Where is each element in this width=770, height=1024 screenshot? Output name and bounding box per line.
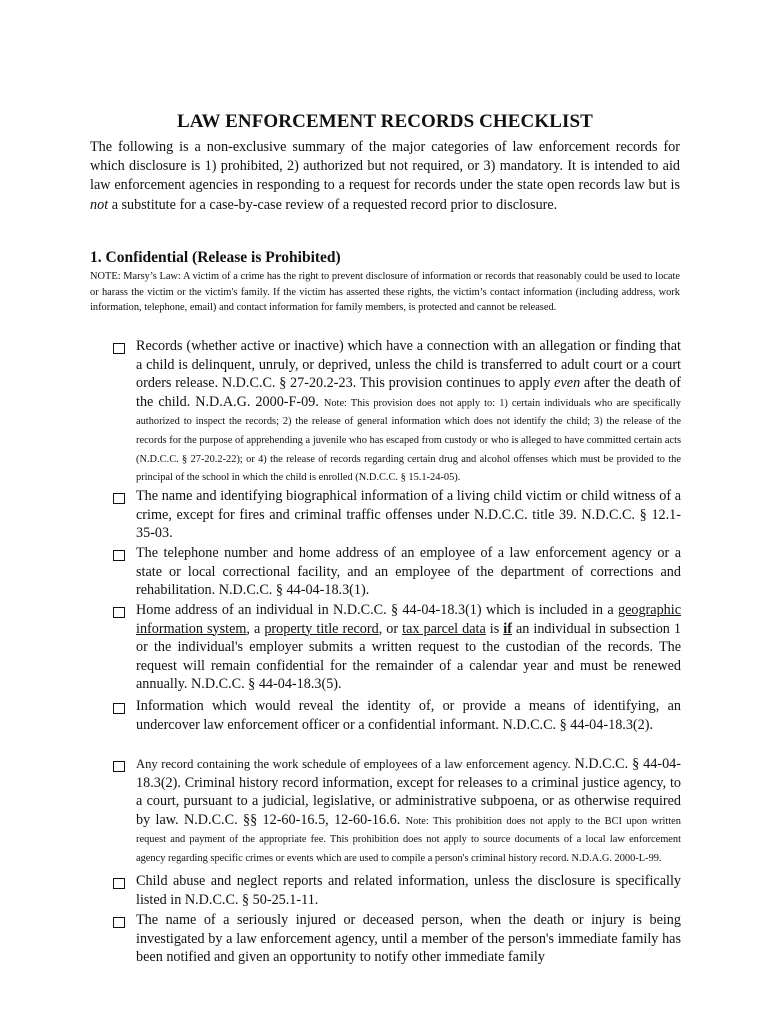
item-text: The telephone number and home address of an employee of a law enforcement agency or a state or local correctional facility, and an employee of the department of corrections and rehabilitation. N.D.C.C. § 44-04-18.3(1).: [136, 545, 681, 599]
item-text-part: is: [485, 620, 504, 637]
checklist-item: [113, 601, 681, 697]
intro-text-1: The following is a non-exclusive summary of the major categories of law enforcement records for which disclosure is 1) prohibited, 2) authorized but not required, or 3) mandatory. It is intended to aid law enforcement agencies in responding to a request for records under the state open records law but is: [90, 139, 680, 194]
bold-term: if: [503, 620, 512, 637]
intro-text-2: a substitute for a case-by-case review of a requested record prior to disclosure.: [108, 196, 558, 213]
item-text: [136, 337, 681, 486]
checkbox[interactable]: [113, 703, 125, 714]
checklist-item: [113, 337, 681, 487]
item-text-part: , a: [246, 620, 265, 637]
item-text-part: after the death of the child. N.D.A.G. 2000-F-09.: [136, 375, 681, 410]
item-text-part: N.D.C.C. § 44-04-18.3(2). Criminal history record information, except for releases to a criminal justice agency, to a court, pursuant to a judicial, legislative, or administrative subpoena, or as otherwise required by law. N.D.C.C. §§ 12-60-16.5, 12-60-16.6.: [136, 756, 681, 828]
checklist-item: [113, 544, 681, 601]
section-heading-confidential: 1. Confidential (Release is Prohibited): [90, 249, 341, 266]
underlined-term: geographic information system: [136, 602, 681, 637]
item-lead: Any record containing the work schedule of employees of a law enforcement agency.: [136, 757, 571, 771]
item-text: The name of a seriously injured or deceased person, when the death or injury is being investigated by a law enforcement agency, until a member of the person's immediate family has been notified and given an opportunity to notify other immediate family: [136, 912, 681, 966]
checklist-item: [113, 911, 681, 971]
checkbox[interactable]: [113, 607, 125, 618]
item-text-part: an individual in subsection 1 or the individual's employer submits a written request to the custodian of the records. The request will remain confidential for the remainder of a calendar year and must be renewed annually. N.D.C.C. § 44-04-18.3(5).: [136, 620, 681, 693]
item-note: Note: This provision does not apply to: 1) certain individuals who are specifically authorized to inspect the records; 2) the release of general information which does not identify the child; 3) the release of the records for the purpose of apprehending a juvenile who has escaped from custody or who is alleged to have committed certain acts (N.D.C.C. § 27-20.2-22); or 4) the release of records regarding certain drug and alcohol offenses which must be provided to the principal of the school in which the child is enrolled (N.D.C.C. § 15.1-24-05).: [136, 397, 681, 484]
item-text: Information which would reveal the identity of, or provide a means of identifying, an undercover law enforcement officer or a confidential informant. N.D.C.C. § 44-04-18.3(2).: [136, 698, 681, 733]
item-note: Note: This prohibition does not apply to the BCI upon written request and payment of the appropriate fee. This prohibition does not apply to source documents of a local law enforcement agency regarding specific crimes or events which are used to compile a person's criminal history record. N.D.A.G. 2000-L-99.: [136, 815, 681, 864]
item-text: [136, 601, 681, 694]
underlined-term: property title record: [264, 620, 379, 637]
intro-emphasis: not: [90, 196, 109, 213]
checklist: [113, 337, 681, 971]
item-text-part: , or: [378, 620, 403, 637]
item-text: Child abuse and neglect reports and related information, unless the disclosure is specifically listed in N.D.C.C. § 50-25.1-11.: [136, 873, 681, 908]
checkbox[interactable]: [113, 761, 125, 772]
item-text-part: Home address of an individual in N.D.C.C. § 44-04-18.3(1) which is included in a: [136, 602, 618, 618]
marsys-law-note: NOTE: Marsy’s Law: A victim of a crime has the right to prevent disclosure of information or records that reasonably could be used to locate or harass the victim or the victim's family. If the victim has asserted these rights, the victim’s contact information (including address, work information, telephone, email) and contact information for family members, is protected and cannot be released.: [90, 271, 680, 314]
item-text: [136, 755, 681, 867]
item-text-part: Records (whether active or inactive) which have a connection with an allegation or finding that a child is delinquent, unruly, or deprived, unless the child is transferred to adult court or a court orders release. N.D.C.C. § 27-20.2-23. This provision continues to apply: [136, 338, 681, 392]
intro-paragraph: [90, 138, 680, 215]
underlined-term: tax parcel data: [402, 620, 486, 637]
checklist-item: [113, 755, 681, 872]
item-text: The name and identifying biographical information of a living child victim or child witness of a crime, except for fires and criminal traffic offenses under N.D.C.C. title 39. N.D.C.C. § 12.1-35-03.: [136, 488, 681, 542]
checkbox[interactable]: [113, 878, 125, 889]
checkbox[interactable]: [113, 550, 125, 561]
checkbox[interactable]: [113, 343, 125, 354]
checkbox[interactable]: [113, 493, 125, 504]
checklist-item: [113, 872, 681, 911]
checkbox[interactable]: [113, 917, 125, 928]
checklist-item: [113, 487, 681, 544]
item-emphasis: even: [554, 375, 581, 392]
document-title: LAW ENFORCEMENT RECORDS CHECKLIST: [177, 111, 593, 132]
checklist-item: [113, 697, 681, 755]
